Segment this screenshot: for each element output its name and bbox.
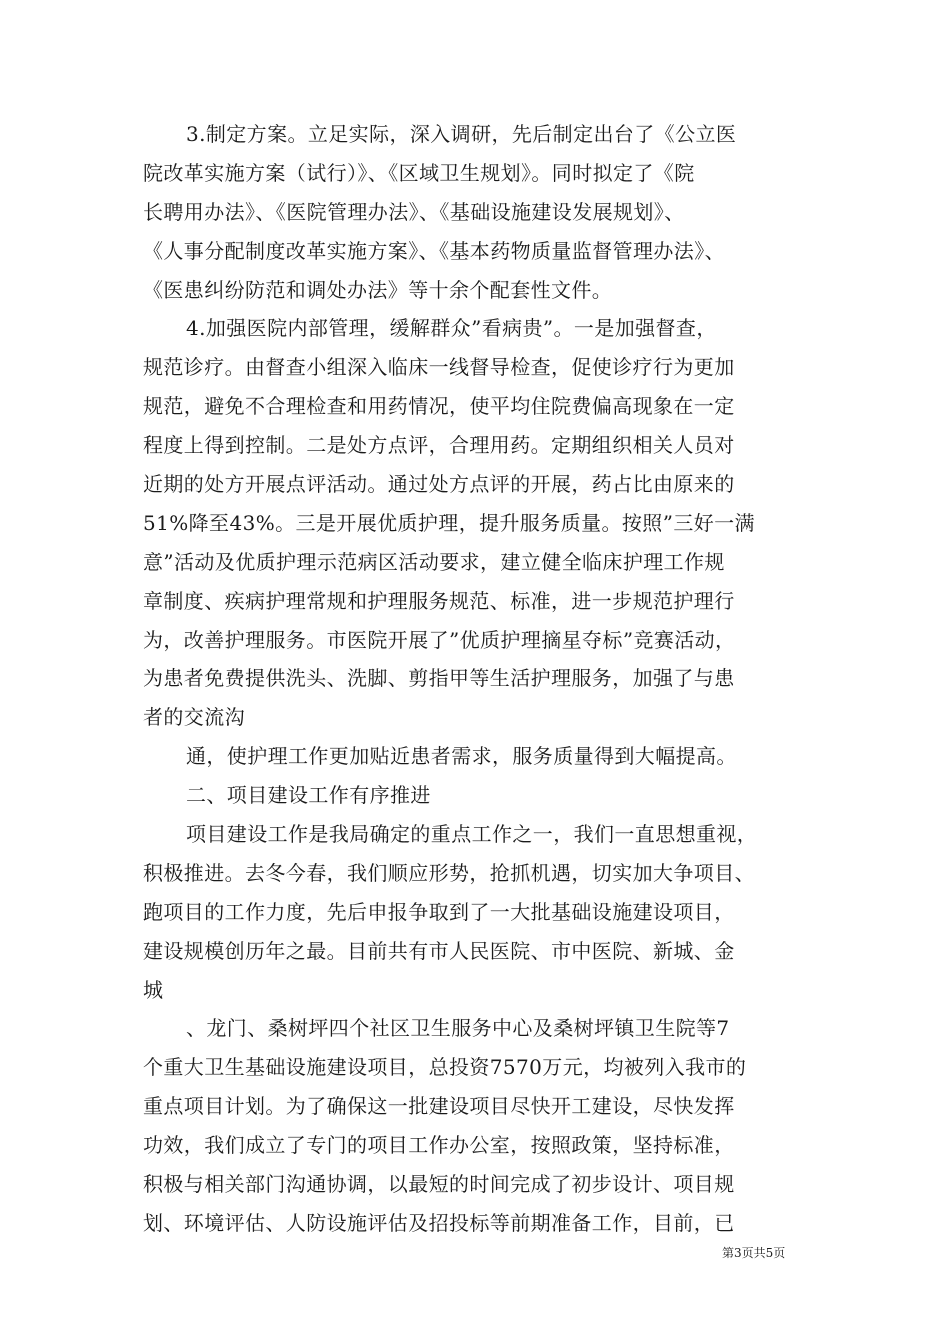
paragraph-line: 院改革实施方案（试行）》、《区域卫生规划》。同时拟定了《院 bbox=[143, 160, 695, 185]
paragraph-line: 通，使护理工作更加贴近患者需求，服务质量得到大幅提高。 bbox=[186, 744, 737, 769]
paragraph-line: 为，改善护理服务。市医院开展了”优质护理摘星夺标”竞赛活动， bbox=[143, 627, 736, 652]
paragraph-line: 建设规模创历年之最。目前共有市人民医院、市中医院、新城、金 bbox=[143, 938, 735, 963]
paragraph-line: 3.制定方案。立足实际，深入调研，先后制定出台了《公立医 bbox=[186, 122, 737, 146]
paragraph-line: 近期的处方开展点评活动。通过处方点评的开展，药占比由原来的 bbox=[143, 472, 735, 497]
paragraph-line: 跑项目的工作力度，先后申报争取到了一大批基础设施建设项目， bbox=[143, 899, 735, 924]
paragraph-line: 长聘用办法》、《医院管理办法》、《基础设施建设发展规划》、 bbox=[143, 199, 685, 224]
paragraph-line: 4.加强医院内部管理，缓解群众”看病贵”。一是加强督查， bbox=[186, 316, 717, 341]
paragraph-line: 个重大卫生基础设施建设项目，总投资7570万元，均被列入我市的 bbox=[143, 1055, 747, 1080]
paragraph-line: 意”活动及优质护理示范病区活动要求，建立健全临床护理工作规 bbox=[143, 549, 725, 574]
paragraph-line: 规范诊疗。由督查小组深入临床一线督导检查，促使诊疗行为更加 bbox=[143, 355, 735, 380]
paragraph-line: 《医患纠纷防范和调处办法》等十余个配套性文件。 bbox=[143, 277, 613, 302]
paragraph-line: 为患者免费提供洗头、洗脚、剪指甲等生活护理服务，加强了与患 bbox=[143, 666, 735, 691]
paragraph-line: 划、环境评估、人防设施评估及招投标等前期准备工作，目前，已 bbox=[143, 1210, 735, 1235]
paragraph-line: 者的交流沟 bbox=[143, 705, 245, 730]
document-body bbox=[143, 115, 833, 1243]
paragraph-line: 规范，避免不合理检查和用药情况，使平均住院费偏高现象在一定 bbox=[143, 394, 735, 419]
paragraph-line: 功效，我们成立了专门的项目工作办公室，按照政策，坚持标准， bbox=[143, 1133, 735, 1158]
section-heading: 二、项目建设工作有序推进 bbox=[186, 783, 431, 808]
paragraph-line: 城 bbox=[143, 977, 164, 1002]
paragraph-line: 重点项目计划。为了确保这一批建设项目尽快开工建设，尽快发挥 bbox=[143, 1094, 735, 1119]
paragraph-line: 程度上得到控制。二是处方点评，合理用药。定期组织相关人员对 bbox=[143, 433, 735, 458]
paragraph-line: 、龙门、桑树坪四个社区卫生服务中心及桑树坪镇卫生院等7 bbox=[186, 1016, 730, 1041]
paragraph-line: 项目建设工作是我局确定的重点工作之一，我们一直思想重视， bbox=[186, 822, 758, 847]
paragraph-line: 章制度、疾病护理常规和护理服务规范、标准，进一步规范护理行 bbox=[143, 588, 735, 613]
paragraph-line: 积极推进。去冬今春，我们顺应形势，抢抓机遇，切实加大争项目、 bbox=[143, 860, 755, 885]
paragraph-line: 51%降至43%。三是开展优质护理，提升服务质量。按照”三好一满 bbox=[143, 510, 755, 535]
paragraph-line: 积极与相关部门沟通协调，以最短的时间完成了初步设计、项目规 bbox=[143, 1172, 735, 1197]
page-number: 第3页共5页 bbox=[722, 1246, 786, 1260]
paragraph-line: 《人事分配制度改革实施方案》、《基本药物质量监督管理办法》、 bbox=[143, 238, 725, 263]
